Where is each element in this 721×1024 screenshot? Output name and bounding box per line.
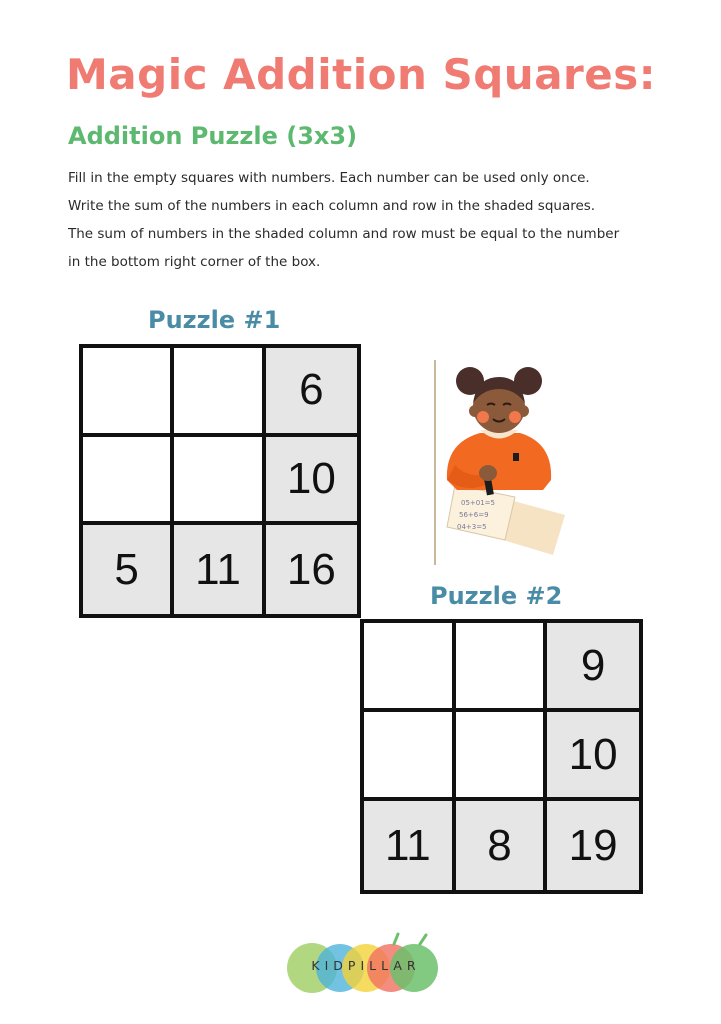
svg-text:04+3=5: 04+3=5 <box>457 523 487 531</box>
instruction-line: The sum of numbers in the shaded column and row must be equal to the number <box>68 226 620 242</box>
puzzle-sum-cell: 6 <box>266 348 357 437</box>
puzzle-sum-cell: 5 <box>83 525 174 614</box>
puzzle-1-label: Puzzle #1 <box>148 306 281 334</box>
puzzle-cell[interactable] <box>456 712 548 801</box>
puzzle-cell[interactable] <box>83 437 174 526</box>
puzzle-cell[interactable] <box>456 623 548 712</box>
puzzle-sum-cell: 11 <box>174 525 265 614</box>
puzzle-sum-cell: 8 <box>456 801 548 890</box>
puzzle-1-grid <box>79 344 361 618</box>
puzzle-sum-cell: 10 <box>547 712 639 801</box>
logo-text: KIDPILLAR <box>311 958 421 973</box>
puzzle-total-cell: 16 <box>266 525 357 614</box>
instruction-line: in the bottom right corner of the box. <box>68 254 321 270</box>
page-title: Magic Addition Squares: <box>66 50 657 99</box>
page-subtitle: Addition Puzzle (3x3) <box>68 122 358 150</box>
puzzle-sum-cell: 10 <box>266 437 357 526</box>
puzzle-cell[interactable] <box>364 623 456 712</box>
instruction-line: Fill in the empty squares with numbers. Each number can be used only once. <box>68 170 590 186</box>
puzzle-cell[interactable] <box>364 712 456 801</box>
puzzle-cell[interactable] <box>174 348 265 437</box>
svg-text:56+6=9: 56+6=9 <box>459 511 489 519</box>
puzzle-2-label: Puzzle #2 <box>430 582 563 610</box>
puzzle-2-grid <box>360 619 643 894</box>
kidpillar-logo <box>286 930 446 1000</box>
svg-text:05+01=5: 05+01=5 <box>461 499 495 507</box>
instruction-line: Write the sum of the numbers in each column and row in the shaded squares. <box>68 198 596 214</box>
puzzle-cell[interactable] <box>174 437 265 526</box>
puzzle-total-cell: 19 <box>547 801 639 890</box>
girl-writing-illustration <box>425 355 575 570</box>
puzzle-sum-cell: 11 <box>364 801 456 890</box>
puzzle-cell[interactable] <box>83 348 174 437</box>
instructions <box>68 168 688 280</box>
puzzle-sum-cell: 9 <box>547 623 639 712</box>
